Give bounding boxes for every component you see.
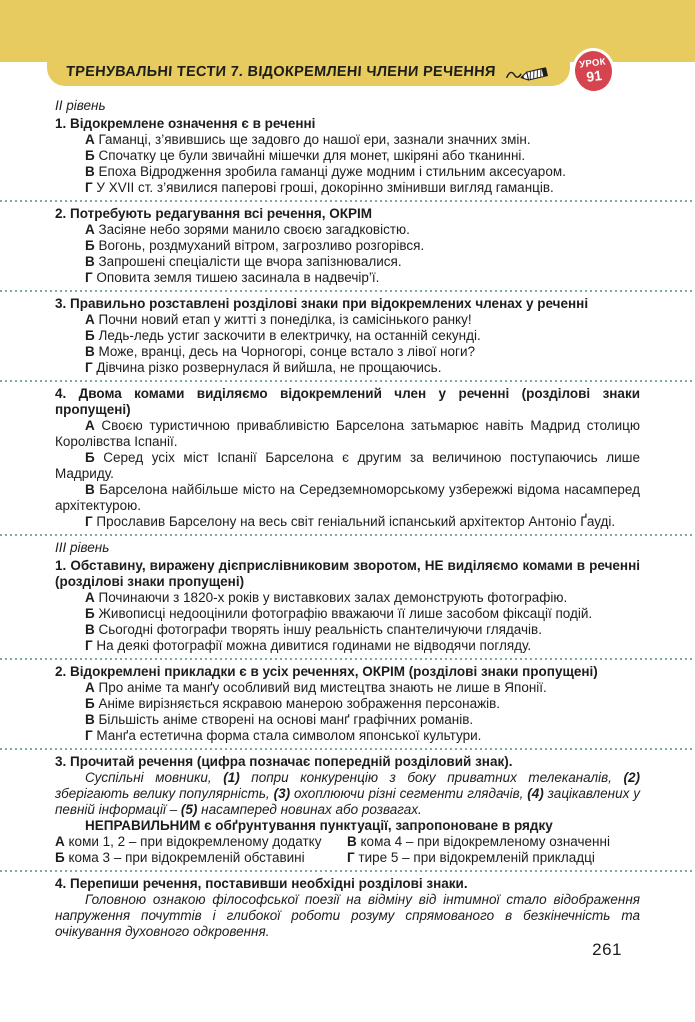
question-number: 4. <box>55 876 67 891</box>
options-list <box>55 132 640 196</box>
question-number: 2. <box>55 664 67 679</box>
dotted-separator <box>0 658 695 660</box>
option-row <box>55 344 640 360</box>
question-block <box>55 206 640 286</box>
option-letter: А <box>85 418 95 433</box>
option-row <box>55 482 640 514</box>
option-row <box>55 696 640 712</box>
question-prompt <box>55 558 640 590</box>
option-row <box>55 712 640 728</box>
question-prompt <box>55 664 640 680</box>
question-block <box>55 754 640 866</box>
option-text: Запрошені спеціалісти ще вчора запізнювалися. <box>94 254 402 269</box>
option-row <box>55 450 640 482</box>
option-text: Сьогодні фотографи творять іншу реальність спантеличуючи глядачів. <box>94 622 542 637</box>
option-row <box>55 638 640 654</box>
question-prompt <box>55 754 640 770</box>
option-letter: Г <box>85 270 93 285</box>
option-letter: Г <box>85 728 93 743</box>
options-list <box>55 418 640 530</box>
question-prompt-text: Двома комами виділяємо відокремлений член у реченні (розділові знаки пропущені) <box>55 386 640 417</box>
question-prompt <box>55 296 640 312</box>
option-row <box>55 680 640 696</box>
question-prompt-text: Прочитай речення (цифра позначає попередній розділовий знак). <box>66 754 513 769</box>
options-list <box>55 222 640 286</box>
option-text: кома 3 – при відокремленій обставині <box>64 850 305 865</box>
passage-segment: зацікавлених у певній інформації – <box>55 786 640 817</box>
options-list <box>55 312 640 376</box>
option-row <box>347 850 640 866</box>
dotted-separator <box>0 870 695 872</box>
option-letter: Г <box>85 514 93 529</box>
option-letter: Б <box>85 328 95 343</box>
question-block <box>55 116 640 196</box>
option-row <box>55 360 640 376</box>
option-letter: В <box>85 622 95 637</box>
option-text: Спочатку це були звичайні мішечки для монет, шкіряні або тканинні. <box>94 148 526 163</box>
option-text: кома 4 – при відокремленому означенні <box>356 834 610 849</box>
option-letter: Б <box>85 450 95 465</box>
option-letter: В <box>85 254 95 269</box>
question-block <box>55 296 640 376</box>
passage-segment: (3) <box>273 786 291 801</box>
passage-segment: Суспільні мовники, <box>85 770 224 785</box>
option-row <box>55 312 640 328</box>
question-prompt-text: Обставину, виражену дієприслівниковим зворотом, НЕ виділяємо комами в реченні (розділові знаки пропущені) <box>55 558 640 589</box>
option-text: Більшість аніме створені на основі манґ графічних романів. <box>94 712 474 727</box>
passage-segment: охоплюючи різні сегменти глядачів, <box>290 786 528 801</box>
option-text: Гаманці, з’явившись ще задовго до нашої ери, зазнали значних змін. <box>94 132 531 147</box>
level-label: ІІІ рівень <box>55 540 110 555</box>
option-row <box>55 590 640 606</box>
option-text: Барселона найбільше місто на Середземноморському узбережжі відома насамперед архітектурою. <box>55 482 640 513</box>
question-block <box>55 664 640 744</box>
option-letter: А <box>85 590 95 605</box>
option-row <box>55 728 640 744</box>
question-prompt-text: Відокремлене означення є в реченні <box>66 116 316 131</box>
option-text: Своєю туристичною привабливістю Барселона затьмарює навіть Мадрид столицю Королівства Іспанії. <box>55 418 640 449</box>
passage-segment: (5) <box>180 802 198 817</box>
option-row <box>55 254 640 270</box>
question-prompt-text: Перепиши речення, поставивши необхідні розділові знаки. <box>66 876 468 891</box>
dotted-separator <box>0 200 695 202</box>
passage <box>55 770 640 818</box>
passage-segment: попри конкуренцію з боку приватних телеканалів, <box>239 770 624 785</box>
option-text: У XVII ст. з’явилися паперові гроші, докорінно змінивши вигляд гаманців. <box>92 180 554 195</box>
option-row <box>347 834 640 850</box>
question-prompt <box>55 386 640 418</box>
dotted-separator <box>0 748 695 750</box>
question-number: 4. <box>55 386 67 401</box>
option-row <box>55 132 640 148</box>
option-letter: В <box>85 712 95 727</box>
question-number: 2. <box>55 206 67 221</box>
options-list <box>55 680 640 744</box>
question-prompt <box>55 206 640 222</box>
option-text: Може, вранці, десь на Чорногорі, сонце встало з лівої ноги? <box>94 344 476 359</box>
header-banner <box>0 0 695 88</box>
option-letter: А <box>55 834 65 849</box>
option-letter: А <box>85 222 95 237</box>
passage-segment: (2) <box>623 770 640 785</box>
dotted-separator <box>0 380 695 382</box>
option-letter: В <box>347 834 357 849</box>
passage-segment: (1) <box>223 770 240 785</box>
option-row <box>55 622 640 638</box>
option-row <box>55 328 640 344</box>
option-letter: Б <box>85 238 95 253</box>
option-row <box>55 850 347 866</box>
option-row <box>55 606 640 622</box>
question-number: 3. <box>55 296 67 311</box>
option-letter: Г <box>85 638 93 653</box>
question-prompt-text: Відокремлені прикладки є в усіх реченнях, ОКРІМ (розділові знаки пропущені) <box>66 664 598 679</box>
option-text: тире 5 – при відокремленій прикладці <box>354 850 595 865</box>
option-text: Починаючи з 1820-х років у виставкових залах демонструють фотографію. <box>94 590 568 605</box>
passage-segment: (4) <box>527 786 544 801</box>
question-prompt <box>55 116 640 132</box>
passage-segment: Головною ознакою філософської поезії на відміну від інтимної стало відображення напруження почуттів і глибокої роботи розуму спрямованого в безкінечність та очікування духовного одкровення. <box>55 892 640 939</box>
options-list <box>55 834 640 866</box>
question-number: 3. <box>55 754 67 769</box>
question-block <box>55 876 640 940</box>
option-text: Серед усіх міст Іспанії Барселона є другим за величиною поступаючись лише Мадриду. <box>55 450 640 481</box>
pencil-icon <box>505 63 551 81</box>
option-text: коми 1, 2 – при відокремленому додатку <box>64 834 322 849</box>
question-prompt-text: Потребують редагування всі речення, ОКРІМ <box>66 206 373 221</box>
option-row <box>55 222 640 238</box>
option-row <box>55 514 640 530</box>
page-number: 261 <box>592 940 622 959</box>
option-letter: В <box>85 344 95 359</box>
option-row <box>55 270 640 286</box>
option-letter: Г <box>85 360 93 375</box>
test-content <box>0 88 695 940</box>
option-text: Вогонь, роздмуханий вітром, загрозливо розгорівся. <box>94 238 425 253</box>
question-subprompt: НЕПРАВИЛЬНИМ є обґрунтування пунктуації, запропоноване в рядку <box>85 818 553 833</box>
option-text: Про аніме та манґу особливий вид мистецтва знають не лише в Японії. <box>94 680 547 695</box>
option-text: Аніме вирізняється яскравою манерою зображення персонажів. <box>94 696 501 711</box>
option-text: Епоха Відродження зробила гаманці дуже модним і стильним аксесуаром. <box>94 164 566 179</box>
option-text: На деякі фотографії можна дивитися годинами не відводячи погляду. <box>92 638 532 653</box>
option-text: Почни новий етап у житті з понеділка, із самісінького ранку! <box>94 312 472 327</box>
option-row <box>55 834 347 850</box>
dotted-separator <box>0 290 695 292</box>
option-letter: А <box>85 312 95 327</box>
option-text: Оповита земля тишею засинала в надвечір’ї. <box>92 270 380 285</box>
option-text: Засіяне небо зорями манило своєю загадковістю. <box>94 222 410 237</box>
option-letter: Г <box>347 850 355 865</box>
page-title: ТРЕНУВАЛЬНІ ТЕСТИ 7. ВІДОКРЕМЛЕНІ ЧЛЕНИ РЕЧЕННЯ <box>65 64 497 80</box>
question-prompt-text: Правильно розставлені розділові знаки при відокремлених членах у реченні <box>66 296 589 311</box>
question-number: 1. <box>55 116 67 131</box>
option-letter: Б <box>85 148 95 163</box>
option-text: Живописці недооцінили фотографію вважаючи її лише засобом фіксації подій. <box>94 606 593 621</box>
banner-tab <box>47 0 570 86</box>
option-letter: Б <box>55 850 65 865</box>
option-row <box>55 164 640 180</box>
option-letter: В <box>85 164 95 179</box>
option-letter: А <box>85 132 95 147</box>
option-text: Прославив Барселону на весь світ геніальний іспанський архітектор Антоніо Ґауді. <box>92 514 616 529</box>
passage-segment: насамперед новинах або розвагах. <box>197 802 422 817</box>
options-list <box>55 590 640 654</box>
option-row <box>55 238 640 254</box>
passage <box>55 892 640 940</box>
option-row <box>55 148 640 164</box>
question-block <box>55 558 640 654</box>
option-text: Дівчина різко розвернулася й вийшла, не прощаючись. <box>92 360 442 375</box>
option-letter: А <box>85 680 95 695</box>
option-letter: Г <box>85 180 93 195</box>
option-letter: В <box>85 482 95 497</box>
lesson-badge-label: УРОК <box>578 56 607 71</box>
option-letter: Б <box>85 696 95 711</box>
option-letter: Б <box>85 606 95 621</box>
option-text: Ледь-ледь устиг заскочити в електричку, на останній секунді. <box>94 328 481 343</box>
question-prompt <box>55 876 640 892</box>
level-label: ІІ рівень <box>55 98 106 113</box>
passage-segment: зберігають велику популярність, <box>55 786 274 801</box>
question-number: 1. <box>55 558 67 573</box>
option-row <box>55 418 640 450</box>
option-text: Манґа естетична форма стала символом японської культури. <box>92 728 482 743</box>
dotted-separator <box>0 534 695 536</box>
question-block <box>55 386 640 530</box>
option-row <box>55 180 640 196</box>
lesson-badge-number: 91 <box>585 67 603 86</box>
